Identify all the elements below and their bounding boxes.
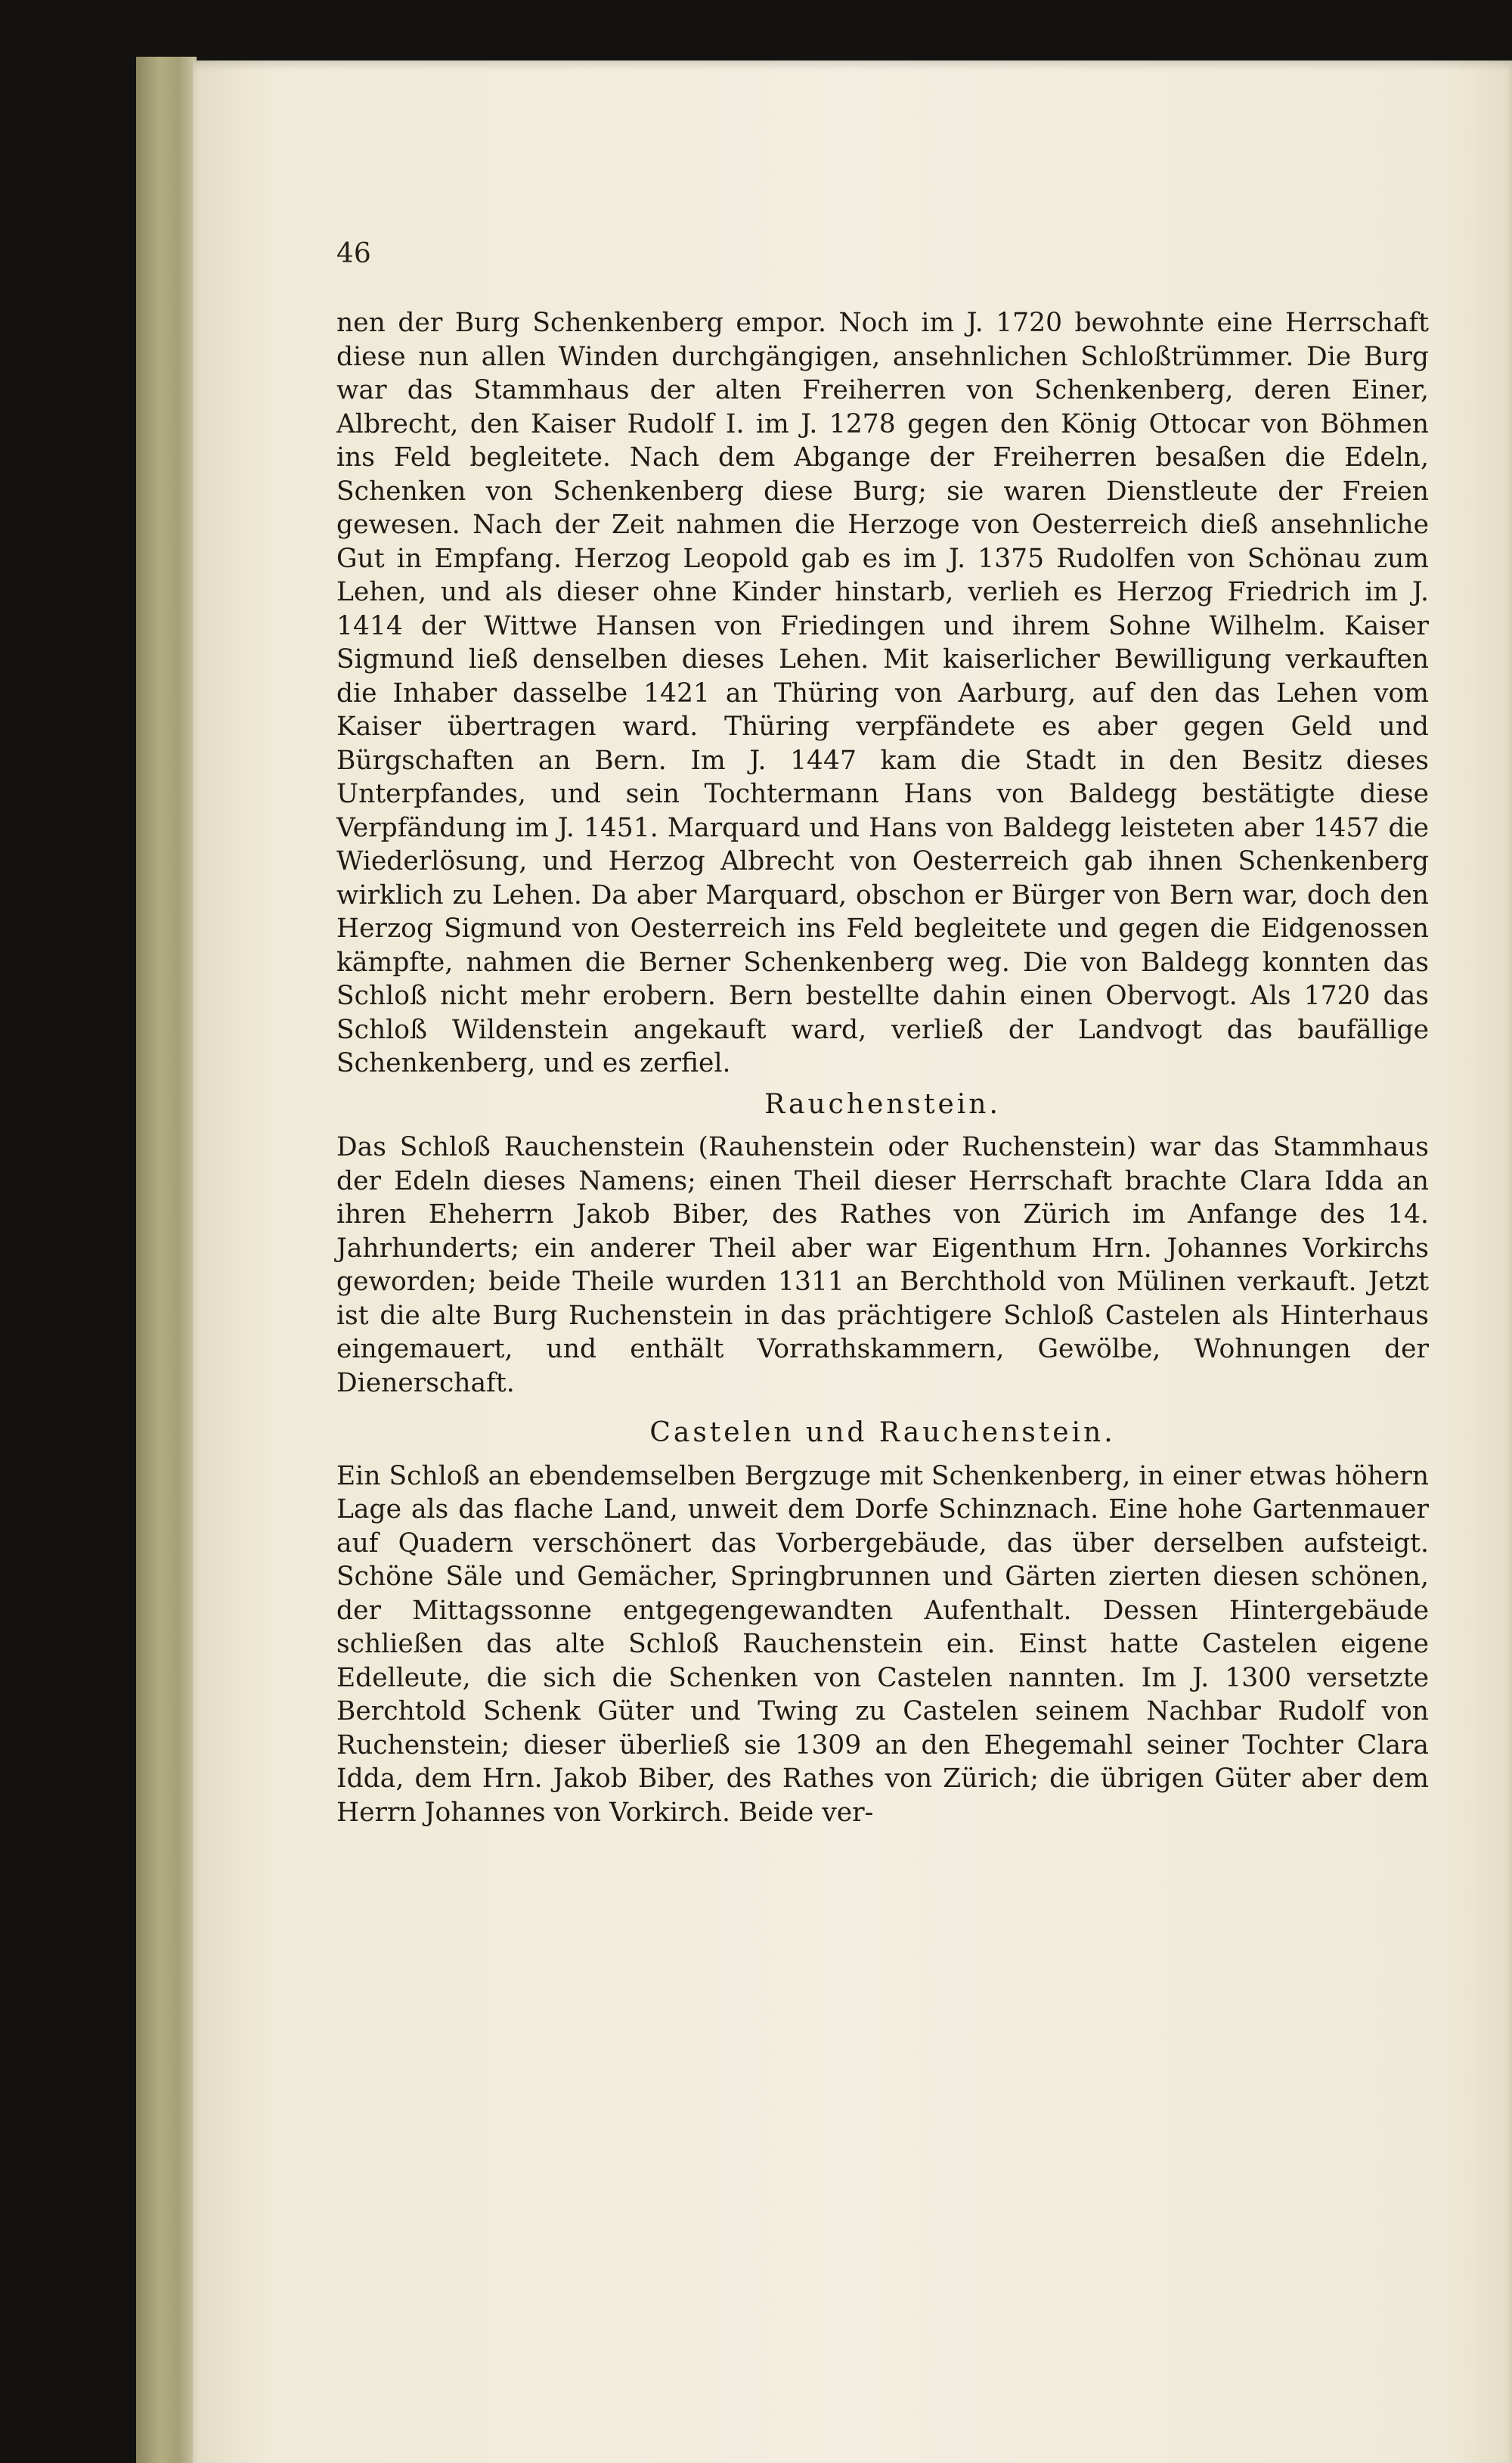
paragraph-castelen: Ein Schloß an ebendemselben Bergzuge mit Schenkenberg, in einer etwas höhern Lage als das flache Land, unweit dem Dorfe Schinznach. Eine hohe Gartenmauer auf Quadern verschönert das Vorbergebäude, das über derselben aufsteigt. Schöne Säle und Gemächer, Springbrunnen und Gärten zierten diesen schönen, der Mittagssonne entgegengewandten Aufenthalt. Dessen Hintergebäude schließen das alte Schloß Rauchenstein ein. Einst hatte Castelen eigene Edelleute, die sich die Schenken von Castelen nannten. Im J. 1300 versetzte Berchtold Schenk Güter und Twing zu Castelen seinem Nachbar Rudolf von Ruchenstein; dieser überließ sie 1309 an den Ehegemahl seiner Tochter Clara Idda, dem Hrn. Jakob Biber, des Rathes von Zürich; die übrigen Güter aber dem Herrn Johannes von Vorkirch. Beide ver- — [336, 1460, 1429, 1828]
paragraph-schenkenberg: nen der Burg Schenkenberg empor. Noch im J. 1720 bewohnte eine Herrschaft diese nun allen Winden durchgängigen, ansehnlichen Schloßtrümmer. Die Burg war das Stammhaus der alten Freiherren von Schenkenberg, deren Einer, Albrecht, den Kaiser Rudolf I. im J. 1278 gegen den König Ottocar von Böhmen ins Feld begleitete. Nach dem Abgange der Freiherren besaßen die Edeln, Schenken von Schenkenberg diese Burg; sie waren Dienstleute der Freien gewesen. Nach der Zeit nahmen die Herzoge von Oesterreich dieß ansehnliche Gut in Empfang. Herzog Leopold gab es im J. 1375 Rudolfen von Schönau zum Lehen, und als dieser ohne Kinder hinstarb, verlieh es Herzog Friedrich im J. 1414 der Wittwe Hansen von Friedingen und ihrem Sohne Wilhelm. Kaiser Sigmund ließ denselben dieses Lehen. Mit kaiserlicher Bewilligung verkauften die Inhaber dasselbe 1421 an Thüring von Aarburg, auf den das Lehen vom Kaiser übertragen ward. Thüring verpfändete es aber gegen Geld und Bürgschaften an Bern. Im J. 1447 kam die Stadt in den Besitz dieses Unterpfandes, und sein Tochtermann Hans von Baldegg bestätigte diese Verpfändung im J. 1451. Marquard und Hans von Baldegg leisteten aber 1457 die Wiederlösung, und Herzog Albrecht von Oesterreich gab ihnen Schenkenberg wirklich zu Lehen. Da aber Marquard, obschon er Bürger von Bern war, doch den Herzog Sigmund von Oesterreich ins Feld begleitete und gegen die Eidgenossen kämpfte, nahmen die Berner Schenkenberg weg. Die von Baldegg konnten das Schloß nicht mehr erobern. Bern bestellte dahin einen Obervogt. Als 1720 das Schloß Wildenstein angekauft ward, verließ der Landvogt das baufällige Schenkenberg, und es zerfiel. — [336, 308, 1429, 1078]
heading-castelen-und-rauchenstein: Castelen und Rauchenstein. — [649, 1417, 1116, 1448]
book-binding — [136, 57, 197, 2463]
paragraph-rauchenstein: Das Schloß Rauchenstein (Rauhenstein oder Ruchenstein) war das Stammhaus der Edeln dieses Namens; einen Theil dieser Herrschaft brachte Clara Idda an ihren Eheherrn Jakob Biber, des Rathes von Zürich im Anfange des 14. Jahrhunderts; ein anderer Theil aber war Eigenthum Hrn. Johannes Vorkirchs geworden; beide Theile wurden 1311 an Berchthold von Mülinen verkauft. Jetzt ist die alte Burg Ruchenstein in das prächtigere Schloß Castelen als Hinterhaus eingemauert, und enthält Vorrathskammern, Gewölbe, Wohnungen der Dienerschaft. — [336, 1132, 1429, 1398]
page-number: 46 — [336, 238, 371, 269]
page-text — [336, 306, 1429, 1829]
heading-rauchenstein: Rauchenstein. — [764, 1088, 1001, 1120]
